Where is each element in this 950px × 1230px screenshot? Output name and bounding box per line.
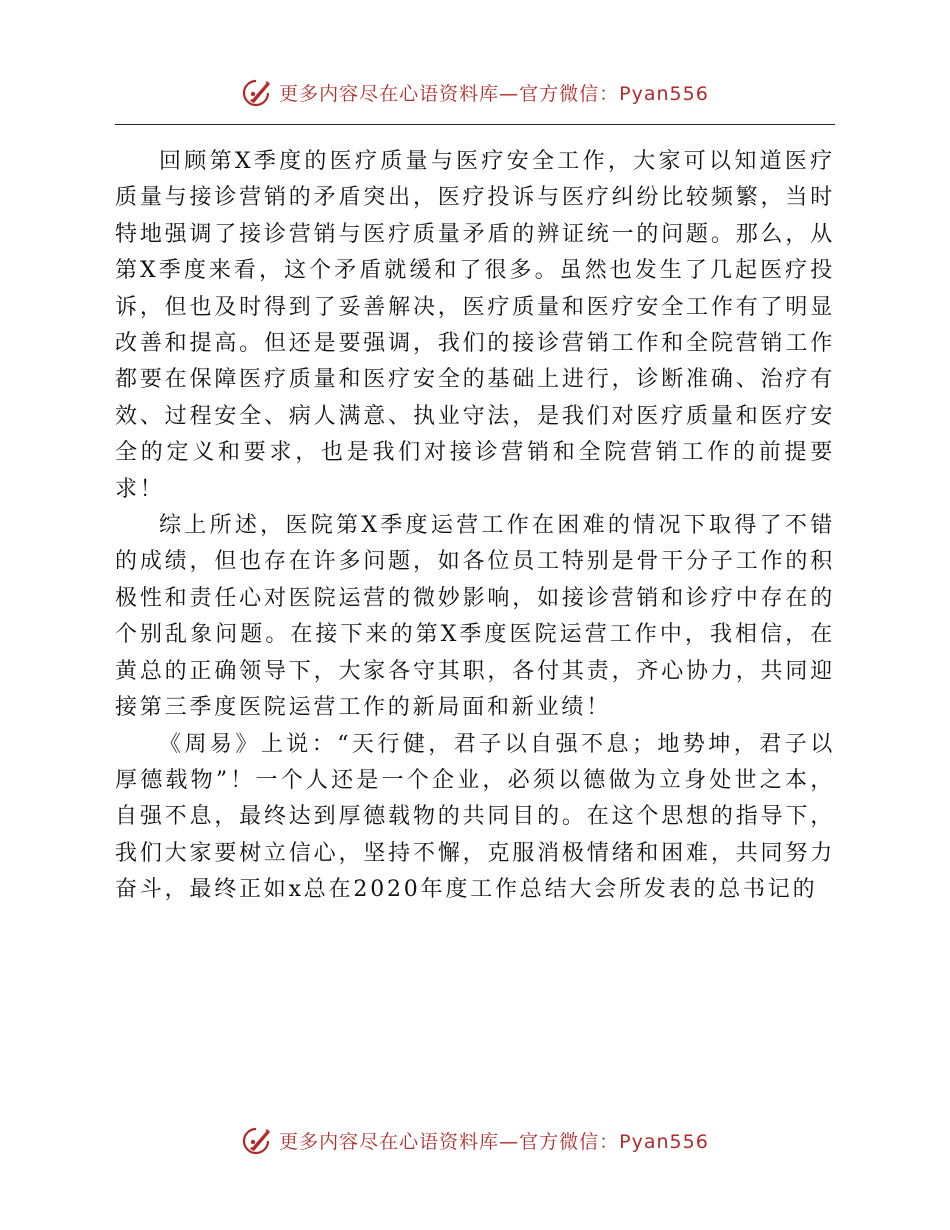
header-brand-text: 更多内容尽在心语资料库—官方微信：Pyan556	[279, 82, 709, 105]
paragraph: 《周易》上说：“天行健，君子以自强不息；地势坤，君子以厚德载物”！一个人还是一个企业，必须以德做为立身处世之本，自强不息，最终达到厚德载物的共同目的。在这个思想的指导下，我们大家要树立信心，坚持不懈，克服消极情绪和困难，共同努力奋斗，最终正如x总在2020年度工作总结大会所发表的总书记的	[115, 731, 835, 903]
footer-brand-text: 更多内容尽在心语资料库—官方微信：Pyan556	[279, 1130, 709, 1153]
header-divider	[115, 124, 835, 125]
quill-pen-logo-icon	[241, 1123, 275, 1157]
paragraph: 综上所述，医院第X季度运营工作在困难的情况下取得了不错的成绩，但也存在许多问题，如各位员工特别是骨干分子工作的积极性和责任心对医院运营的微妙影响，如接诊营销和诊疗中存在的个别乱象问题。在接下来的第X季度医院运营工作中，我相信，在黄总的正确领导下，大家各守其职，各付其责，齐心协力，共同迎接第三季度医院运营工作的新局面和新业绩！	[115, 513, 835, 721]
document-body	[115, 144, 835, 909]
paragraph: 回顾第X季度的医疗质量与医疗安全工作，大家可以知道医疗质量与接诊营销的矛盾突出，医疗投诉与医疗纠纷比较频繁，当时特地强调了接诊营销与医疗质量矛盾的辨证统一的问题。那么，从第X季度来看，这个矛盾就缓和了很多。虽然也发生了几起医疗投诉，但也及时得到了妥善解决，医疗质量和医疗安全工作有了明显改善和提高。但还是要强调，我们的接诊营销工作和全院营销工作都要在保障医疗质量和医疗安全的基础上进行，诊断准确、治疗有效、过程安全、病人满意、执业守法，是我们对医疗质量和医疗安全的定义和要求，也是我们对接诊营销和全院营销工作的前提要求！	[115, 149, 835, 502]
quill-pen-logo-icon	[241, 75, 275, 109]
page-footer	[0, 1120, 950, 1160]
page-header	[0, 72, 950, 112]
